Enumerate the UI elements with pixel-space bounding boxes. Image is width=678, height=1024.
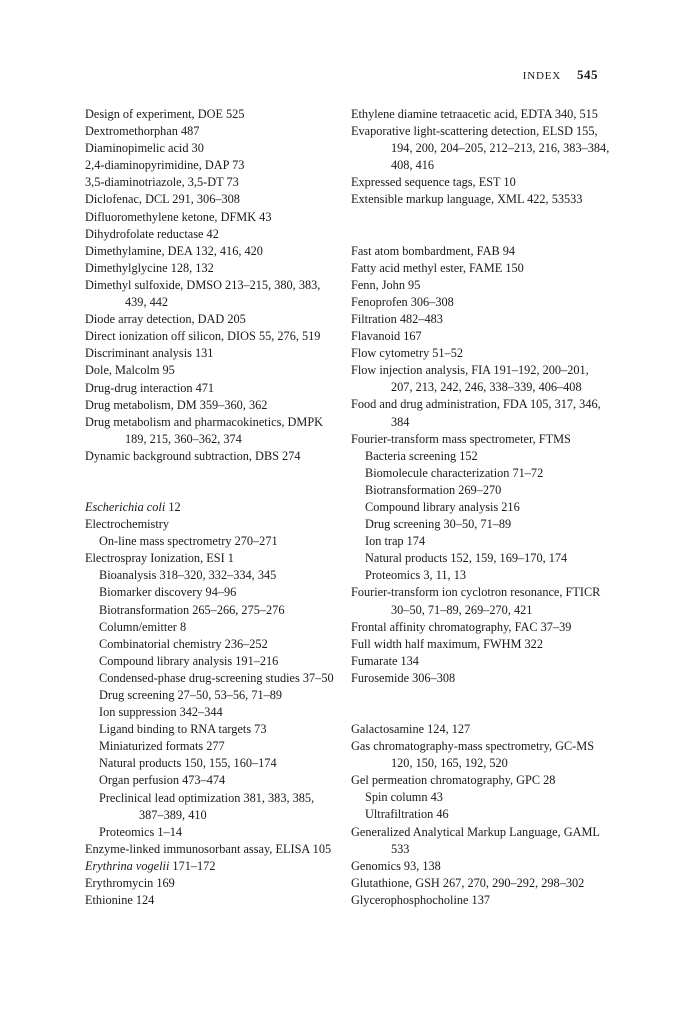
index-subentry: [351, 567, 613, 584]
index-entry: [85, 157, 335, 174]
entry-text: Ultrafiltration 46: [365, 807, 449, 822]
entry-text: Generalized Analytical Markup Language, GAML 533: [351, 824, 600, 856]
index-entry: [85, 362, 335, 379]
entry-text: Dynamic background subtraction, DBS 274: [85, 448, 301, 463]
index-subentry: [85, 653, 335, 670]
entry-text: Expressed sequence tags, EST 10: [351, 175, 516, 190]
index-entry: [85, 209, 335, 226]
index-entry: [351, 738, 613, 772]
index-subentry: [351, 465, 613, 482]
index-entry: [85, 892, 335, 909]
index-subentry: [85, 738, 335, 755]
index-entry: [85, 140, 335, 157]
index-entry: [85, 397, 335, 414]
index-subentry: [351, 482, 613, 499]
index-entry: [85, 414, 335, 448]
entry-text: Flow injection analysis, FIA 191–192, 200–201, 207, 213, 242, 246, 338–339, 406–408: [351, 363, 589, 395]
entry-text: Drug-drug interaction 471: [85, 380, 215, 395]
entry-text: Proteomics 3, 11, 13: [365, 568, 466, 583]
index-subentry: [85, 619, 335, 636]
entry-text: Dole, Malcolm 95: [85, 363, 175, 378]
entry-text: Diaminopimelic acid 30: [85, 141, 204, 156]
index-subentry: [85, 824, 335, 841]
entry-text: Fast atom bombardment, FAB 94: [351, 243, 516, 258]
entry-text: Biotransformation 265–266, 275–276: [99, 602, 285, 617]
index-entry: [351, 670, 613, 687]
entry-text: Natural products 150, 155, 160–174: [99, 756, 277, 771]
index-column-right: [351, 106, 613, 909]
entry-text: Evaporative light-scattering detection, ELSD 155, 194, 200, 204–205, 212–213, 216, 383–384, 408, 416: [351, 124, 610, 173]
entry-text: 12: [165, 499, 181, 514]
entry-text: Ion trap 174: [365, 534, 426, 549]
entry-text: Drug screening 27–50, 53–56, 71–89: [99, 688, 283, 702]
entry-text: Dimethylamine, DEA 132, 416, 420: [85, 243, 263, 258]
entry-text: Condensed-phase drug-screening studies 37–50: [99, 670, 334, 685]
entry-text: Organ perfusion 473–474: [99, 773, 226, 788]
entry-text: On-line mass spectrometry 270–271: [99, 534, 278, 549]
index-entry: [85, 858, 335, 875]
index-entry: [85, 191, 335, 208]
entry-text: Compound library analysis 216: [365, 499, 520, 514]
entry-italic-term: Erythrina vogelii: [85, 858, 170, 873]
index-entry: [351, 619, 613, 636]
entry-text: Ion suppression 342–344: [99, 705, 223, 720]
index-entry: [351, 892, 613, 909]
entry-text: Miniaturized formats 277: [99, 739, 225, 754]
index-entry: [351, 106, 613, 123]
index-subentry: [85, 755, 335, 772]
index-subentry: [351, 550, 613, 567]
index-entry: [351, 431, 613, 448]
index-entry: [351, 721, 613, 738]
entry-text: Fourier-transform mass spectrometer, FTMS: [351, 431, 571, 446]
index-entry: [85, 123, 335, 140]
index-entry: [351, 123, 613, 174]
index-entry: [85, 499, 335, 516]
index-entry: [85, 226, 335, 243]
entry-text: Direct ionization off silicon, DIOS 55, 276, 519: [85, 329, 321, 344]
index-subentry: [85, 567, 335, 584]
index-entry: [351, 824, 613, 858]
entry-text: 171–172: [169, 858, 216, 873]
entry-text: Erythromycin 169: [85, 876, 175, 891]
index-entry: [351, 362, 613, 396]
index-subentry: [351, 448, 613, 465]
index-entry: [351, 311, 613, 328]
entry-text: Food and drug administration, FDA 105, 317, 346, 384: [351, 397, 601, 429]
entry-text: Electrospray Ionization, ESI 1: [85, 551, 234, 566]
index-entry: [351, 858, 613, 875]
index-entry: [351, 772, 613, 789]
entry-text: Dimethylglycine 128, 132: [85, 260, 214, 275]
entry-text: 2,4-diaminopyrimidine, DAP 73: [85, 158, 245, 173]
entry-text: Glutathione, GSH 267, 270, 290–292, 298–302: [351, 875, 585, 890]
letter-group-spacer: [85, 465, 335, 499]
index-subentry: [85, 602, 335, 619]
index-entry: [351, 260, 613, 277]
entry-text: Drug metabolism and pharmacokinetics, DMPK 189, 215, 360–362, 374: [85, 414, 324, 446]
entry-text: Diode array detection, DAD 205: [85, 312, 246, 327]
entry-text: Flavanoid 167: [351, 329, 422, 344]
entry-text: Fourier-transform ion cyclotron resonance, FTICR 30–50, 71–89, 269–270, 421: [351, 585, 601, 617]
entry-text: Combinatorial chemistry 236–252: [99, 636, 268, 651]
index-entry: [85, 550, 335, 567]
index-entry: [351, 653, 613, 670]
entry-text: Design of experiment, DOE 525: [85, 107, 245, 121]
entry-text: Ethionine 124: [85, 893, 155, 908]
page-number: 545: [577, 67, 598, 82]
entry-text: Biomarker discovery 94–96: [99, 585, 237, 600]
entry-text: Enzyme-linked immunosorbant assay, ELISA 105: [85, 841, 332, 856]
entry-text: Compound library analysis 191–216: [99, 653, 279, 668]
entry-text: Fatty acid methyl ester, FAME 150: [351, 260, 524, 275]
entry-text: Dimethyl sulfoxide, DMSO 213–215, 380, 383, 439, 442: [85, 277, 321, 310]
entry-text: Discriminant analysis 131: [85, 346, 214, 361]
index-entry: [85, 260, 335, 277]
index-subentry: [85, 670, 335, 687]
index-entry: [351, 294, 613, 311]
index-entry: [85, 516, 335, 533]
entry-text: Ethylene diamine tetraacetic acid, EDTA 340, 515: [351, 107, 598, 121]
index-subentry: [85, 704, 335, 721]
index-subentry: [351, 806, 613, 823]
entry-text: Column/emitter 8: [99, 619, 187, 634]
entry-text: Genomics 93, 138: [351, 858, 441, 873]
index-subentry: [351, 533, 613, 550]
entry-text: Biomolecule characterization 71–72: [365, 465, 544, 480]
index-subentry: [85, 790, 335, 824]
index-subentry: [85, 687, 335, 704]
index-entry: [351, 396, 613, 430]
letter-group-spacer: [351, 209, 613, 243]
index-entry: [351, 584, 613, 618]
index-subentry: [85, 772, 335, 789]
letter-group-spacer: [351, 687, 613, 721]
index-entry: [85, 380, 335, 397]
running-header: [523, 67, 598, 83]
index-entry: [351, 174, 613, 191]
entry-text: Dextromethorphan 487: [85, 124, 200, 139]
entry-text: Preclinical lead optimization 381, 383, 385, 387–389, 410: [99, 790, 315, 822]
entry-text: Drug screening 30–50, 71–89: [365, 517, 512, 532]
entry-text: Gel permeation chromatography, GPC 28: [351, 773, 556, 788]
entry-text: Spin column 43: [365, 790, 443, 805]
entry-text: Biotransformation 269–270: [365, 482, 502, 497]
index-entry: [351, 243, 613, 260]
entry-text: Frontal affinity chromatography, FAC 37–39: [351, 619, 572, 634]
entry-text: Difluoromethylene ketone, DFMK 43: [85, 209, 272, 224]
entry-text: Furosemide 306–308: [351, 670, 456, 685]
index-entry: [85, 448, 335, 465]
index-entry: [351, 328, 613, 345]
entry-text: Ligand binding to RNA targets 73: [99, 722, 267, 737]
index-subentry: [351, 499, 613, 516]
entry-text: Extensible markup language, XML 422, 53533: [351, 192, 583, 207]
entry-text: Bioanalysis 318–320, 332–334, 345: [99, 568, 277, 583]
entry-text: Fenoprofen 306–308: [351, 294, 454, 309]
entry-text: Filtration 482–483: [351, 311, 443, 326]
index-entry: [85, 174, 335, 191]
entry-text: Full width half maximum, FWHM 322: [351, 636, 543, 651]
index-entry: [85, 243, 335, 260]
entry-text: Galactosamine 124, 127: [351, 722, 471, 736]
index-entry: [85, 277, 335, 311]
entry-text: Diclofenac, DCL 291, 306–308: [85, 192, 240, 207]
entry-text: 3,5-diaminotriazole, 3,5-DT 73: [85, 175, 239, 190]
entry-text: Fumarate 134: [351, 653, 419, 668]
index-entry: [351, 636, 613, 653]
header-label: INDEX: [522, 70, 561, 82]
index-subentry: [351, 516, 613, 533]
index-subentry: [85, 721, 335, 738]
entry-text: Bacteria screening 152: [365, 448, 478, 463]
entry-text: Gas chromatography-mass spectrometry, GC-MS 120, 150, 165, 192, 520: [351, 739, 595, 771]
index-column-left: [85, 106, 335, 909]
entry-text: Flow cytometry 51–52: [351, 346, 464, 361]
index-subentry: [85, 533, 335, 550]
index-subentry: [85, 584, 335, 601]
index-subentry: [85, 636, 335, 653]
entry-text: Dihydrofolate reductase 42: [85, 226, 219, 241]
index-entry: [85, 106, 335, 123]
index-entry: [85, 311, 335, 328]
entry-text: Glycerophosphocholine 137: [351, 892, 490, 907]
index-subentry: [351, 789, 613, 806]
entry-text: Fenn, John 95: [351, 277, 421, 292]
index-entry: [351, 277, 613, 294]
entry-text: Natural products 152, 159, 169–170, 174: [365, 551, 568, 566]
index-entry: [85, 841, 335, 858]
index-entry: [351, 191, 613, 208]
entry-text: Proteomics 1–14: [99, 824, 182, 839]
index-entry: [85, 345, 335, 362]
entry-text: Drug metabolism, DM 359–360, 362: [85, 397, 268, 412]
index-entry: [85, 875, 335, 892]
entry-text: Electrochemistry: [85, 517, 169, 532]
entry-italic-term: Escherichia coli: [85, 499, 166, 514]
index-entry: [85, 328, 335, 345]
index-entry: [351, 875, 613, 892]
index-entry: [351, 345, 613, 362]
